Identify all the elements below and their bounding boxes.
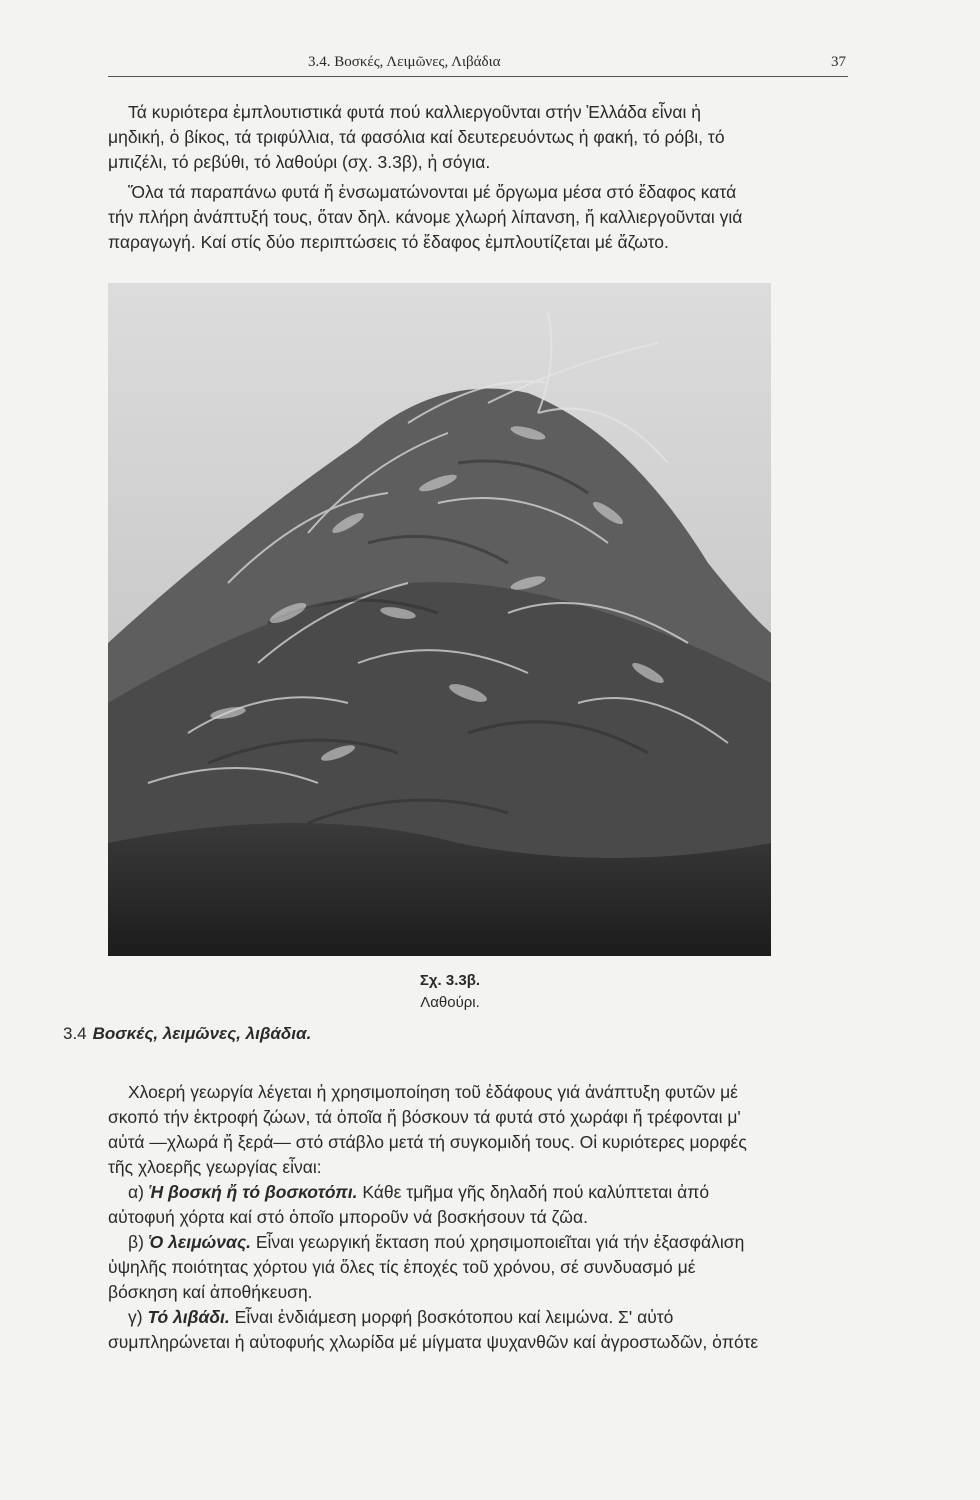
figure-label: Σχ. 3.3β. <box>419 972 481 989</box>
grass-pea-photo-illustration <box>108 283 771 956</box>
list-item <box>108 1180 860 1205</box>
section-heading <box>63 1024 311 1044</box>
text-line: αὐτά —χλωρά ἤ ξερά— στό στάβλο μετά τή συγκομιδή τους. Οἱ κυριότερες μορφές <box>108 1132 747 1152</box>
text-line: ὑψηλῆς ποιότητας χόρτου γιά ὅλες τίς ἐποχές τοῦ χρόνου, σέ συνδυασμό μέ <box>108 1257 696 1277</box>
paragraph-green-manure <box>108 180 860 255</box>
list-text: Εἶναι γεωργική ἔκταση πού χρησιμοποιεῖται γιά τήν ἐξασφάλιση <box>255 1232 745 1252</box>
paragraph-enriching-plants <box>108 100 860 175</box>
figure-caption-text: Λαθούρι. <box>420 994 480 1011</box>
running-head <box>108 50 848 77</box>
text-line: μπιζέλι, τό ρεβύθι, τό λαθούρι (σχ. 3.3β), ἡ σόγια. <box>108 152 491 172</box>
figure-photo-lathyrus <box>108 283 771 956</box>
text-line: Χλοερή γεωργία λέγεται ἡ χρησιμοποίηση τοῦ ἐδάφους γιά ἀνάπτυξη φυτῶν μέ <box>128 1082 738 1102</box>
text-line: τῆς χλοερῆς γεωργίας εἶναι: <box>108 1157 322 1177</box>
page-number: 37 <box>831 54 846 70</box>
list-text: Κάθε τμῆμα γῆς δηλαδή πού καλύπτεται ἀπό <box>362 1182 710 1202</box>
text-line: σκοπό τήν ἐκτροφή ζώων, τά ὁποῖα ἤ βόσκουν τά φυτά στό χωράφι ἤ τρέφονται μ' <box>108 1107 741 1127</box>
list-term: Ἡ βοσκή ἤ τό βοσκοτόπι. <box>148 1182 358 1202</box>
text-line: Τά κυριότερα ἐμπλουτιστικά φυτά πού καλλιεργοῦνται στήν Ἑλλάδα εἶναι ἡ <box>128 102 701 122</box>
text-line: Ὅλα τά παραπάνω φυτά ἤ ἐνσωματώνονται μέ ὄργωμα μέσα στό ἔδαφος κατά <box>128 182 737 202</box>
text-line: αὐτοφυή χόρτα καί στό ὁποῖο μποροῦν νά βοσκήσουν τά ζῶα. <box>108 1207 588 1227</box>
list-item <box>108 1305 860 1330</box>
list-term: Ὁ λειμώνας. <box>148 1232 251 1252</box>
list-marker: γ) <box>128 1307 143 1327</box>
section-body <box>108 1080 860 1355</box>
text-line: μηδική, ὁ βίκος, τά τριφύλλια, τά φασόλια καί δευτερευόντως ἡ φακή, τό ρόβι, τό <box>108 127 725 147</box>
list-marker: α) <box>128 1182 144 1202</box>
list-marker: β) <box>128 1232 144 1252</box>
list-item <box>108 1230 860 1255</box>
text-line: τήν πλήρη ἀνάπτυξή τους, ὅταν δηλ. κάνομε χλωρή λίπανση, ἤ καλλιεργοῦνται γιά <box>108 207 743 227</box>
section-number: 3.4 <box>63 1024 87 1043</box>
section-title: Βοσκές, λειμῶνες, λιβάδια. <box>92 1024 312 1043</box>
text-line: βόσκηση καί ἀποθήκευση. <box>108 1282 313 1302</box>
running-head-section-title: 3.4. Βοσκές, Λειμῶνες, Λιβάδια <box>308 54 501 70</box>
list-text: Εἶναι ἐνδιάμεση μορφή βοσκότοπου καί λειμώνα. Σ' αὐτό <box>234 1307 674 1327</box>
list-term: Τό λιβάδι. <box>147 1307 230 1327</box>
figure-caption <box>405 970 495 1014</box>
text-line: συμπληρώνεται ἡ αὐτοφυής χλωρίδα μέ μίγματα ψυχανθῶν καί ἀγροστωδῶν, ὁπότε <box>108 1332 759 1352</box>
text-line: παραγωγή. Καί στίς δύο περιπτώσεις τό ἔδαφος ἐμπλουτίζεται μέ ἄζωτο. <box>108 232 669 252</box>
